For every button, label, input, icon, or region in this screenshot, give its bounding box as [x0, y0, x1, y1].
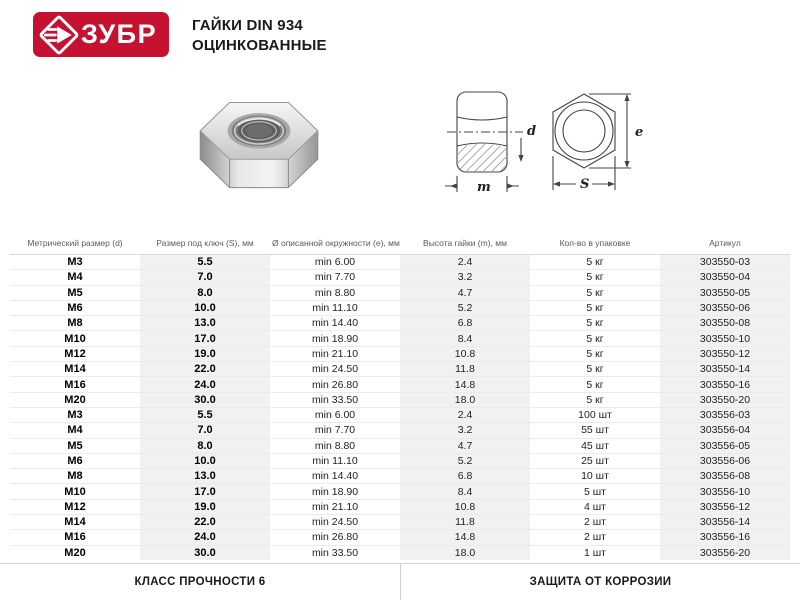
- table-cell: M3: [67, 256, 83, 269]
- table-cell: 45 шт: [530, 438, 660, 453]
- table-cell: 8.0: [140, 438, 270, 453]
- table-row: [10, 300, 790, 315]
- table-cell: min 14.40: [270, 469, 400, 484]
- table-row: [10, 346, 790, 361]
- table-cell: 303550-16: [660, 377, 790, 392]
- table-cell: min 24.50: [270, 515, 400, 530]
- table-cell: 303550-04: [660, 270, 790, 285]
- tech-drawing: [443, 84, 647, 202]
- table-row: [10, 392, 790, 407]
- spec-table-body: [10, 255, 790, 560]
- table-cell: min 33.50: [270, 545, 400, 560]
- table-cell: 303556-16: [660, 530, 790, 545]
- table-cell: min 14.40: [270, 316, 400, 331]
- table-row: [10, 484, 790, 499]
- table-cell: 5 кг: [530, 300, 660, 315]
- table-cell: 303556-05: [660, 438, 790, 453]
- table-cell: 303556-10: [660, 484, 790, 499]
- table-row: [10, 377, 790, 392]
- table-cell: 3.2: [400, 423, 530, 438]
- brand-logo: [33, 12, 169, 57]
- table-cell: 5 кг: [586, 256, 604, 269]
- table-cell: 2 шт: [530, 515, 660, 530]
- column-header: Высота гайки (m), мм: [400, 233, 530, 255]
- spec-table: [10, 233, 790, 560]
- table-cell: 4.7: [400, 285, 530, 300]
- footer-strength-class: КЛАСС ПРОЧНОСТИ 6: [134, 576, 266, 588]
- table-cell: 13.0: [140, 469, 270, 484]
- table-cell: min 18.90: [270, 484, 400, 499]
- table-cell: 303550-05: [660, 285, 790, 300]
- table-cell: 5.2: [400, 453, 530, 468]
- dim-label-e: e: [635, 125, 644, 140]
- table-cell: 303550-20: [660, 392, 790, 407]
- table-cell: 5 кг: [530, 270, 660, 285]
- table-row: [10, 499, 790, 514]
- table-cell: M8: [10, 316, 140, 331]
- table-cell: 2.4: [400, 407, 530, 422]
- table-cell: 303550-14: [660, 362, 790, 377]
- table-cell: 10.0: [140, 453, 270, 468]
- product-title-line2: ОЦИНКОВАННЫЕ: [192, 37, 327, 54]
- column-header: Метрический размер (d): [10, 233, 140, 255]
- table-cell: 6.8: [400, 469, 530, 484]
- table-cell: 11.8: [400, 515, 530, 530]
- table-cell: 14.8: [400, 377, 530, 392]
- table-cell: 22.0: [140, 515, 270, 530]
- column-header: Размер под ключ (S), мм: [140, 233, 270, 255]
- table-cell: M5: [10, 438, 140, 453]
- column-header: Ø описанной окружности (e), мм: [270, 233, 400, 255]
- table-cell: 5.2: [400, 300, 530, 315]
- table-cell: 5 кг: [530, 377, 660, 392]
- table-cell: 5 кг: [530, 316, 660, 331]
- table-cell: 303556-08: [660, 469, 790, 484]
- table-cell: 2 шт: [530, 530, 660, 545]
- table-cell: M14: [10, 362, 140, 377]
- product-title: [192, 16, 327, 56]
- table-cell: 303556-04: [660, 423, 790, 438]
- table-cell: min 11.10: [270, 300, 400, 315]
- table-cell: 14.8: [400, 530, 530, 545]
- table-cell: 5 кг: [530, 392, 660, 407]
- table-cell: 30.0: [140, 545, 270, 560]
- table-cell: M12: [10, 499, 140, 514]
- table-cell: 11.8: [400, 362, 530, 377]
- table-cell: M20: [10, 545, 140, 560]
- table-cell: 303550-10: [660, 331, 790, 346]
- table-cell: min 7.70: [270, 423, 400, 438]
- table-cell: 303556-03: [660, 407, 790, 422]
- table-cell: 5 шт: [530, 484, 660, 499]
- table-row: [10, 270, 790, 285]
- table-cell: M4: [10, 423, 140, 438]
- table-row: [10, 530, 790, 545]
- table-cell: M10: [10, 331, 140, 346]
- table-cell: 25 шт: [530, 453, 660, 468]
- table-cell: 5 кг: [530, 346, 660, 361]
- table-cell: min 11.10: [270, 453, 400, 468]
- table-cell: 303556-06: [660, 453, 790, 468]
- table-cell: 303550-08: [660, 316, 790, 331]
- table-cell: M20: [10, 392, 140, 407]
- dim-label-s: S: [580, 177, 590, 192]
- table-cell: min 18.90: [270, 331, 400, 346]
- table-cell: 24.0: [140, 377, 270, 392]
- table-row: [10, 515, 790, 530]
- table-cell: 24.0: [140, 530, 270, 545]
- table-cell: 1 шт: [530, 545, 660, 560]
- dim-label-m: m: [477, 180, 491, 195]
- table-cell: min 26.80: [270, 530, 400, 545]
- dim-label-d: d: [527, 124, 537, 139]
- table-cell: 5 кг: [530, 362, 660, 377]
- table-cell: 8.4: [400, 331, 530, 346]
- table-cell: 10.0: [140, 300, 270, 315]
- table-cell: 19.0: [140, 499, 270, 514]
- table-cell: M12: [10, 346, 140, 361]
- table-cell: M6: [10, 453, 140, 468]
- table-cell: 303550-03: [660, 255, 790, 270]
- table-cell: 2.4: [400, 255, 530, 270]
- table-cell: 18.0: [400, 392, 530, 407]
- table-cell: 5 кг: [530, 285, 660, 300]
- table-cell: min 33.50: [270, 392, 400, 407]
- table-cell: 13.0: [140, 316, 270, 331]
- zubr-arrow-icon: [39, 15, 79, 55]
- table-cell: M3: [10, 407, 140, 422]
- table-cell: 303550-12: [660, 346, 790, 361]
- table-cell: min 6.00: [314, 256, 356, 269]
- brand-name: ЗУБР: [81, 19, 158, 49]
- table-cell: 17.0: [140, 484, 270, 499]
- table-row: [10, 469, 790, 484]
- table-cell: min 21.10: [270, 346, 400, 361]
- table-cell: 10.8: [400, 346, 530, 361]
- table-row: [10, 285, 790, 300]
- table-cell: 3.2: [400, 270, 530, 285]
- table-cell: min 21.10: [270, 499, 400, 514]
- table-cell: 6.8: [400, 316, 530, 331]
- table-cell: 303556-12: [660, 499, 790, 514]
- table-cell: 5.5: [140, 407, 270, 422]
- table-row: [10, 407, 790, 422]
- table-cell: 100 шт: [530, 407, 660, 422]
- table-cell: min 6.00: [270, 407, 400, 422]
- table-cell: min 8.80: [270, 438, 400, 453]
- spec-table-head: [10, 233, 790, 255]
- table-cell: 10 шт: [530, 469, 660, 484]
- table-cell: 55 шт: [530, 423, 660, 438]
- table-cell: M6: [10, 300, 140, 315]
- table-cell: M10: [10, 484, 140, 499]
- product-title-line1: ГАЙКИ DIN 934: [192, 17, 303, 34]
- table-cell: min 24.50: [270, 362, 400, 377]
- table-cell: M14: [10, 515, 140, 530]
- table-cell: M5: [10, 285, 140, 300]
- table-cell: 22.0: [140, 362, 270, 377]
- table-cell: 4.7: [400, 438, 530, 453]
- table-cell: M16: [10, 530, 140, 545]
- table-cell: 8.4: [400, 484, 530, 499]
- table-row: [10, 423, 790, 438]
- footer: [0, 563, 800, 600]
- table-cell: 30.0: [140, 392, 270, 407]
- table-cell: 5 кг: [530, 331, 660, 346]
- table-row: [10, 255, 790, 270]
- table-cell: 5.5: [140, 255, 270, 270]
- table-cell: 17.0: [140, 331, 270, 346]
- spec-table-area: [10, 233, 790, 560]
- table-cell: 7.0: [140, 423, 270, 438]
- table-cell: min 8.80: [270, 285, 400, 300]
- table-cell: 303556-20: [660, 545, 790, 560]
- footer-corrosion-protection: ЗАЩИТА ОТ КОРРОЗИИ: [400, 564, 800, 600]
- table-cell: min 7.70: [270, 270, 400, 285]
- table-cell: M16: [10, 377, 140, 392]
- table-cell: M8: [10, 469, 140, 484]
- table-cell: M4: [10, 270, 140, 285]
- table-cell: min 26.80: [270, 377, 400, 392]
- table-cell: 10.8: [400, 499, 530, 514]
- table-row: [10, 545, 790, 560]
- table-cell: 4 шт: [530, 499, 660, 514]
- side-view: [445, 92, 524, 192]
- nut-photo: [183, 82, 335, 204]
- table-cell: 303550-06: [660, 300, 790, 315]
- table-cell: 19.0: [140, 346, 270, 361]
- table-row: [10, 453, 790, 468]
- table-row: [10, 331, 790, 346]
- column-header: Кол-во в упаковке: [530, 233, 660, 255]
- table-cell: 8.0: [140, 285, 270, 300]
- top-view: [553, 94, 631, 190]
- table-row: [10, 438, 790, 453]
- table-cell: 18.0: [400, 545, 530, 560]
- column-header: Артикул: [660, 233, 790, 255]
- table-cell: 7.0: [140, 270, 270, 285]
- table-cell: 303556-14: [660, 515, 790, 530]
- table-row: [10, 362, 790, 377]
- table-row: [10, 316, 790, 331]
